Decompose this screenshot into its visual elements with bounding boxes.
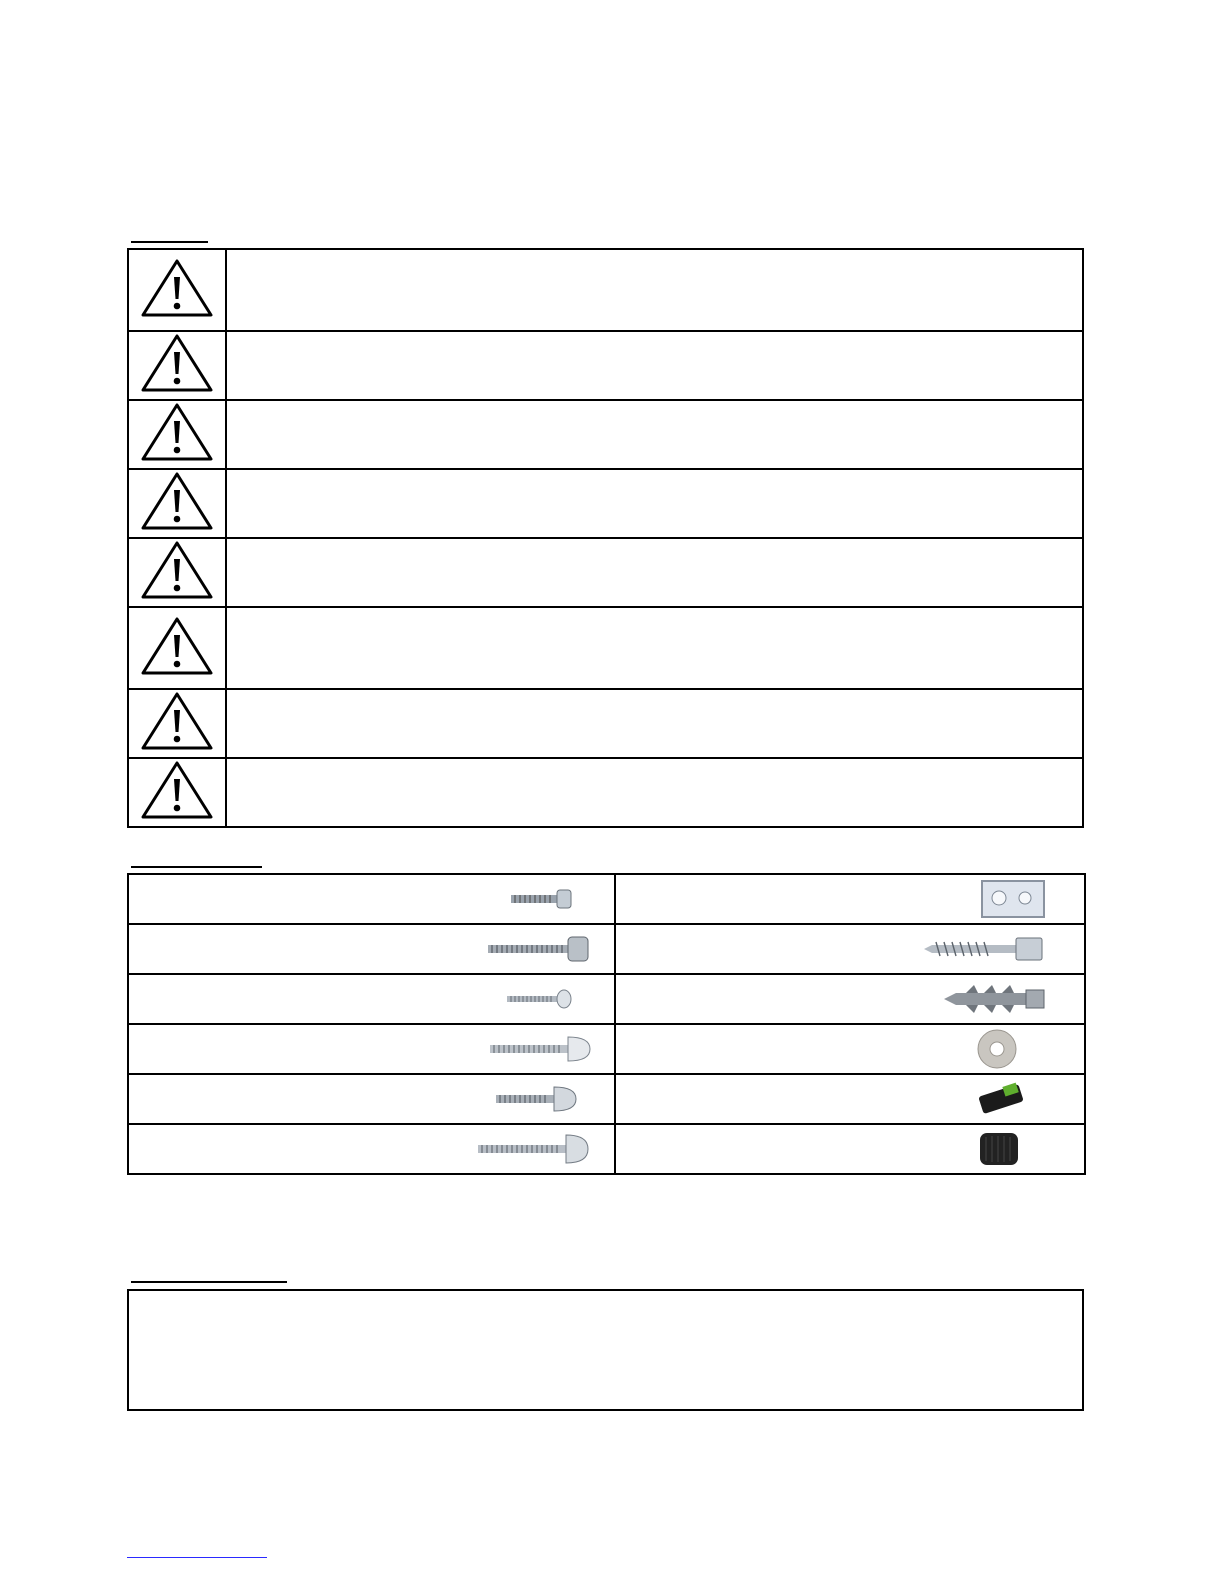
warning-row bbox=[128, 400, 1083, 469]
warning-text bbox=[226, 400, 1083, 469]
warning-triangle-icon bbox=[140, 257, 214, 319]
hardware-row bbox=[128, 974, 1085, 1024]
warnings-heading-underline bbox=[131, 241, 208, 243]
hardware-row bbox=[128, 1074, 1085, 1124]
hardware-cell-left bbox=[128, 1024, 615, 1074]
footer-link-underline[interactable] bbox=[127, 1557, 267, 1558]
warning-row bbox=[128, 249, 1083, 331]
spacer-block-icon bbox=[976, 1082, 1026, 1116]
hardware-cell-right bbox=[615, 974, 1085, 1024]
hardware-row bbox=[128, 874, 1085, 924]
warning-text bbox=[226, 689, 1083, 758]
lag-bolt-icon bbox=[922, 935, 1046, 963]
warnings-table bbox=[127, 248, 1084, 828]
hardware-table bbox=[127, 873, 1086, 1175]
warning-triangle-icon bbox=[140, 470, 214, 532]
hardware-cell-left bbox=[128, 974, 615, 1024]
warning-text bbox=[226, 607, 1083, 689]
warning-triangle-icon bbox=[140, 759, 214, 821]
hardware-cell-left bbox=[128, 924, 615, 974]
hardware-row bbox=[128, 1124, 1085, 1174]
wall-anchor-icon bbox=[940, 984, 1046, 1014]
long-round-head-screw-icon bbox=[488, 1033, 592, 1065]
warning-triangle-icon bbox=[140, 539, 214, 601]
warning-row bbox=[128, 607, 1083, 689]
hardware-cell-right bbox=[615, 924, 1085, 974]
mounting-plate-icon bbox=[981, 880, 1045, 918]
washer-icon bbox=[976, 1028, 1018, 1070]
warning-triangle-icon bbox=[140, 615, 214, 677]
warning-row bbox=[128, 758, 1083, 827]
warning-triangle-icon bbox=[140, 332, 214, 394]
long-socket-screw-icon bbox=[486, 934, 590, 964]
hardware-row bbox=[128, 1024, 1085, 1074]
hardware-cell-right bbox=[615, 1074, 1085, 1124]
short-machine-screw-icon bbox=[509, 888, 575, 910]
warning-row bbox=[128, 331, 1083, 400]
hardware-cell-right bbox=[615, 1024, 1085, 1074]
small-pan-screw-icon bbox=[505, 988, 573, 1010]
hardware-cell-left bbox=[128, 874, 615, 924]
hardware-cell-left bbox=[128, 1074, 615, 1124]
notes-box bbox=[127, 1289, 1084, 1411]
hardware-cell-right bbox=[615, 874, 1085, 924]
warning-triangle-icon bbox=[140, 401, 214, 463]
hardware-heading-underline bbox=[131, 866, 262, 868]
medium-round-head-screw-icon bbox=[494, 1084, 578, 1114]
hardware-row bbox=[128, 924, 1085, 974]
hardware-cell-left bbox=[128, 1124, 615, 1174]
end-cap-icon bbox=[978, 1131, 1020, 1167]
warning-text bbox=[226, 469, 1083, 538]
warning-text bbox=[226, 331, 1083, 400]
notes-heading-underline bbox=[131, 1281, 287, 1283]
warning-text bbox=[226, 538, 1083, 607]
warning-text bbox=[226, 249, 1083, 331]
warning-row bbox=[128, 469, 1083, 538]
warning-row bbox=[128, 538, 1083, 607]
long-pan-head-screw-icon bbox=[476, 1132, 590, 1166]
hardware-cell-right bbox=[615, 1124, 1085, 1174]
warning-row bbox=[128, 689, 1083, 758]
warning-triangle-icon bbox=[140, 690, 214, 752]
warning-text bbox=[226, 758, 1083, 827]
